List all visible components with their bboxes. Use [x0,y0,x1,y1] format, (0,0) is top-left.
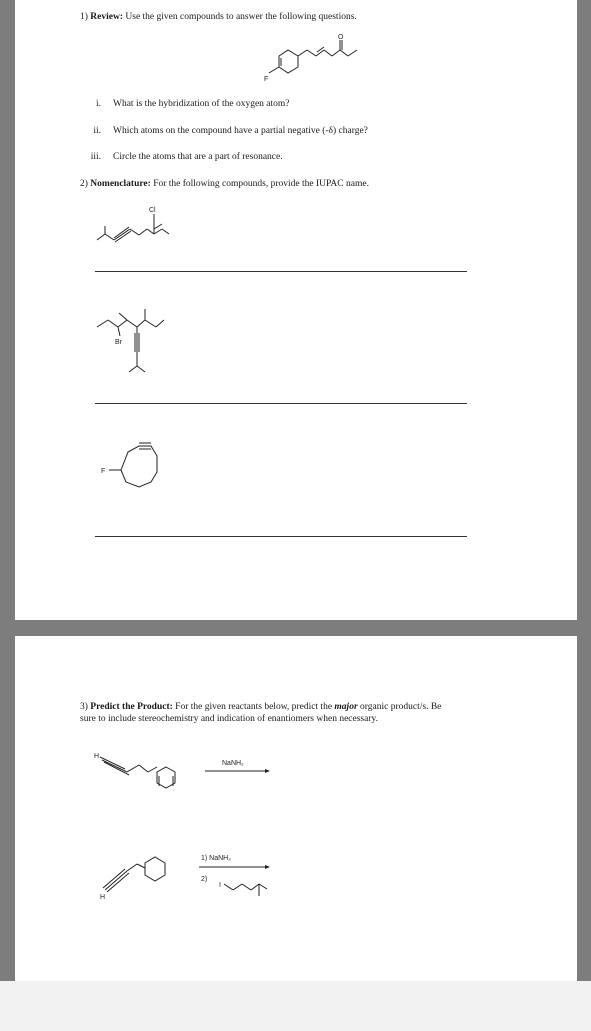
q1-heading: 1) Review: Use the given compounds to answer the following questions. [80,12,357,22]
subq-1-label: i. [95,99,101,109]
q2-compound-c [15,0,577,520]
subq-1-text: What is the hybridization of the oxygen atom? [113,99,290,109]
q3-heading-line2: sure to include stereochemistry and indication of enantiomers when necessary. [80,714,379,724]
subq-3-label: iii. [90,152,101,162]
reagent-step2: 2) [201,876,208,883]
iodine-label: I [219,882,221,889]
fluorine-label-c: F [101,468,106,475]
fluorine-label: F [264,76,269,83]
chlorine-label: Cl [149,207,156,214]
hydrogen-label-1: H [94,753,100,760]
answer-line-c [95,536,467,537]
worksheet-page-2 [15,636,577,981]
subq-3-text: Circle the atoms that are a part of resonance. [113,152,283,162]
subq-2-text: Which atoms on the compound have a partial negative (-δ) charge? [113,126,368,136]
reagent-step1: 1) NaNH₂ [201,855,231,862]
hydrogen-label-2: H [100,894,106,901]
subq-2-label: ii. [93,126,101,136]
worksheet-page-1 [15,0,577,620]
reagent-nanh2: NaNH₂ [222,760,244,767]
q3-heading: 3) Predict the Product: For the given reactants below, predict the major organic product/s. Be [80,702,442,712]
q2-heading: 2) Nomenclature: For the following compounds, provide the IUPAC name. [80,179,369,189]
viewer-footer [0,981,591,1031]
bromine-label: Br [115,339,122,346]
reaction-2 [15,636,577,981]
oxygen-label: O [338,34,344,41]
